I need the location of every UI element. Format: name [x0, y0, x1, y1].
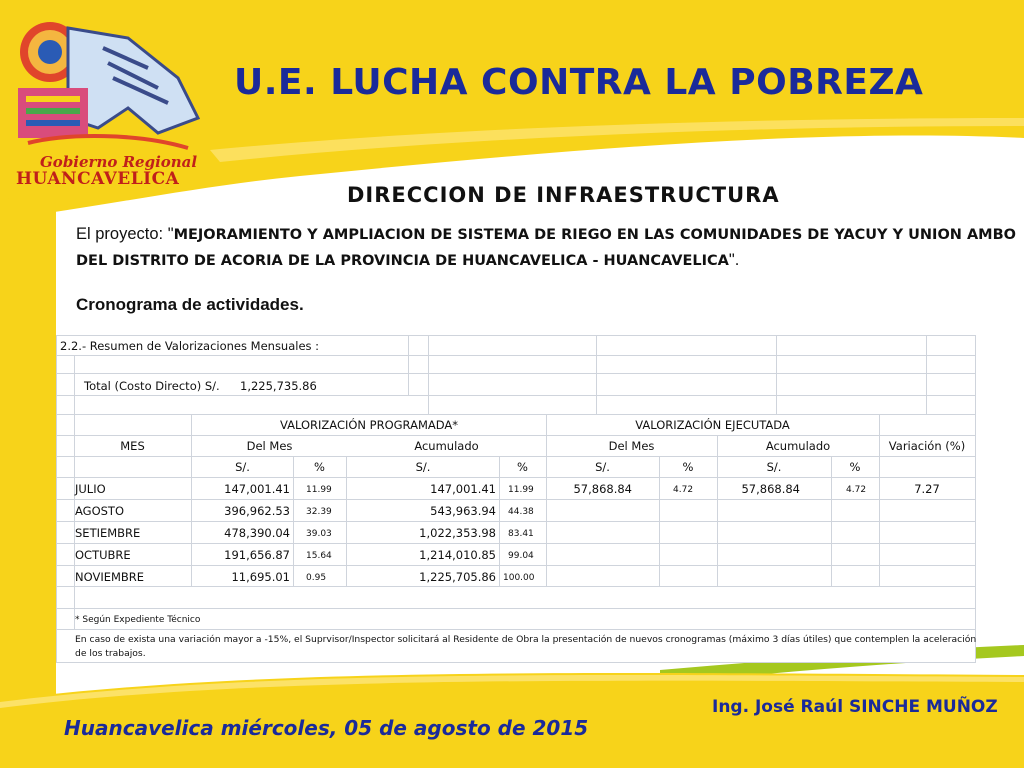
header-programada: VALORIZACIÓN PROGRAMADA*: [279, 418, 459, 432]
unit-prog-mes-pct: %: [314, 460, 325, 474]
unit-ejec-acum-pct: %: [849, 460, 861, 474]
header-variacion: Variación (%): [888, 439, 966, 453]
page-title: U.E. LUCHA CONTRA LA POBREZA: [234, 62, 924, 103]
row-prog-mes-pct: 11.99: [306, 485, 332, 495]
section-subtitle: DIRECCION DE INFRAESTRUCTURA: [347, 183, 780, 207]
header-prog-delmes: Del Mes: [246, 439, 293, 453]
unit-prog-acum-pct: %: [517, 460, 528, 474]
total-value: 1,225,735.86: [240, 379, 317, 393]
row-variacion: 7.27: [914, 482, 940, 496]
unit-prog-mes-soles: S/.: [235, 460, 250, 474]
row-prog-acum-pct: 83.41: [508, 529, 534, 539]
date-line: Huancavelica miércoles, 05 de agosto de 2015: [64, 716, 589, 740]
row-prog-mes-pct: 39.03: [306, 529, 332, 539]
unit-ejec-mes-soles: S/.: [595, 460, 610, 474]
project-prefix: El proyecto: ": [76, 225, 174, 243]
row-prog-mes-pct: 32.39: [306, 507, 332, 517]
row-prog-acum-pct: 11.99: [508, 485, 534, 495]
logo-line-huancavelica: HUANCAVELICA: [16, 169, 180, 189]
footnote: * Según Expediente Técnico: [75, 615, 201, 625]
row-mes: SETIEMBRE: [75, 526, 141, 540]
row-ejec-acum: 57,868.84: [741, 482, 800, 496]
variation-note: En caso de exista una variación mayor a -15%, el Suprvisor/Inspector solicitará al Residente de Obra la presentación de nuevos cronogramas (máximo 3 días útiles) que contemplen la aceleración de los trabajos.: [75, 634, 976, 659]
valorizaciones-table: [56, 335, 976, 663]
row-mes: AGOSTO: [75, 504, 125, 518]
row-prog-mes: 147,001.41: [224, 482, 290, 496]
row-prog-mes: 191,656.87: [224, 548, 290, 562]
row-ejec-mes: 57,868.84: [573, 482, 632, 496]
header-ejecutada: VALORIZACIÓN EJECUTADA: [635, 418, 790, 432]
engineer-name: Ing. José Raúl SINCHE MUÑOZ: [712, 697, 998, 717]
row-prog-acum: 147,001.41: [430, 482, 496, 496]
schedule-heading: Cronograma de actividades.: [76, 295, 304, 314]
row-prog-acum: 1,214,010.85: [419, 548, 496, 562]
logo-line-gobierno-regional: Gobierno Regional: [40, 153, 198, 171]
row-prog-mes: 396,962.53: [224, 504, 290, 518]
unit-ejec-acum-soles: S/.: [766, 460, 782, 474]
row-prog-acum: 1,225,705.86: [419, 570, 496, 584]
header-ejec-acum: Acumulado: [765, 439, 831, 453]
row-prog-mes-pct: 15.64: [306, 551, 332, 561]
total-label: Total (Costo Directo) S/.: [84, 379, 220, 393]
row-prog-mes: 11,695.01: [231, 570, 290, 584]
row-ejec-acum-pct: 4.72: [846, 485, 867, 495]
row-mes: OCTUBRE: [75, 548, 131, 562]
row-prog-acum: 1,022,353.98: [419, 526, 496, 540]
project-name: MEJORAMIENTO Y AMPLIACION DE SISTEMA DE RIEGO EN LAS COMUNIDADES DE YACUY Y UNION AMBO DEL DISTRITO DE ACORIA DE LA PROVINCIA DE HUANCAVELICA - HUANCAVELICA: [76, 227, 1016, 269]
row-prog-acum-pct: 99.04: [508, 551, 534, 561]
row-ejec-mes-pct: 4.72: [673, 485, 694, 495]
row-prog-acum-pct: 44.38: [508, 507, 534, 517]
row-mes: JULIO: [75, 482, 106, 496]
project-suffix: ".: [728, 251, 740, 269]
header-mes: MES: [120, 439, 145, 453]
project-description: [76, 222, 1016, 274]
unit-ejec-mes-pct: %: [682, 460, 694, 474]
header-prog-acum: Acumulado: [414, 439, 479, 453]
row-prog-acum: 543,963.94: [430, 504, 496, 518]
row-mes: NOVIEMBRE: [75, 570, 145, 584]
header-ejec-delmes: Del Mes: [608, 439, 655, 453]
row-prog-mes-pct: 0.95: [306, 573, 327, 583]
summary-title: 2.2.- Resumen de Valorizaciones Mensuales :: [60, 339, 320, 353]
row-prog-mes: 478,390.04: [224, 526, 290, 540]
unit-prog-acum-soles: S/.: [415, 460, 431, 474]
row-prog-acum-pct: 100.00: [503, 573, 535, 583]
